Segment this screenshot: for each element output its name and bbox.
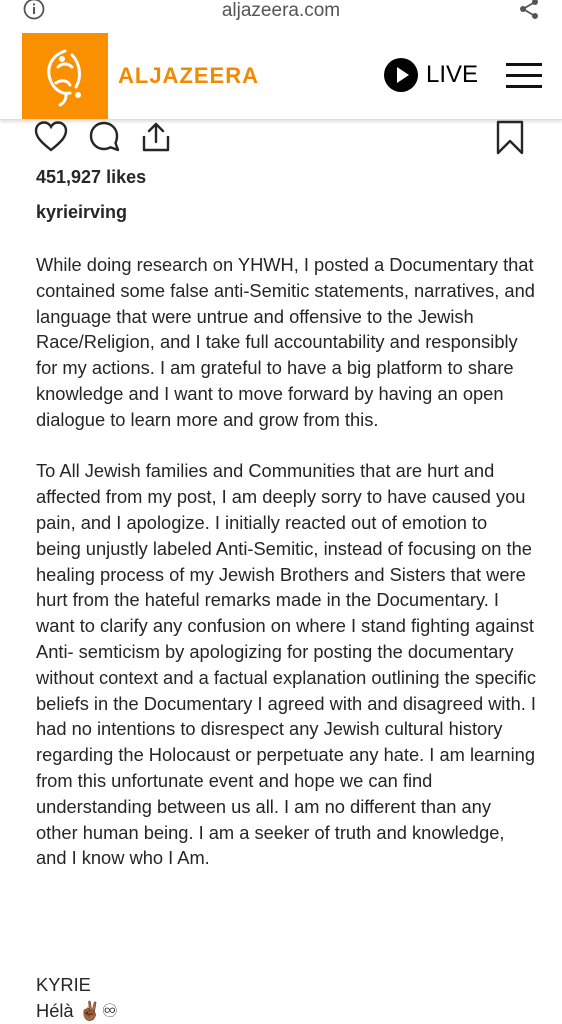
signoff-name: KYRIE xyxy=(36,974,91,995)
username[interactable]: kyrieirving xyxy=(36,202,128,222)
live-button[interactable] xyxy=(384,58,478,92)
browser-url-bar xyxy=(0,0,562,28)
signoff-text: Hélà xyxy=(36,999,74,1021)
hamburger-menu-icon[interactable] xyxy=(506,63,542,89)
url-text[interactable]: aljazeera.com xyxy=(221,0,341,21)
likes-count[interactable]: 451,927 likes xyxy=(36,167,147,187)
caption-paragraph: While doing research on YHWH, I posted a Documentary that contained some false anti-Semitic statements, narratives, and language that were untrue and offensive to the Jewish Race/Religion, and I take full accountability and responsibly for my actions. I am grateful to have a big platform to share knowledge and I want to move forward by having an open dialogue to learn more and grow from this. xyxy=(36,254,535,430)
aljazeera-calligraphy-icon xyxy=(22,33,108,119)
share-icon[interactable] xyxy=(518,0,540,20)
post-actions xyxy=(34,120,534,158)
post-caption xyxy=(36,252,536,897)
bookmark-icon[interactable] xyxy=(495,120,525,156)
heart-icon[interactable] xyxy=(34,120,68,154)
site-header xyxy=(0,30,562,120)
peace-infinity-emoji: ✌🏾♾ xyxy=(78,999,118,1021)
live-label: LIVE xyxy=(426,61,479,88)
share-post-icon[interactable] xyxy=(139,120,173,154)
play-icon xyxy=(384,58,418,92)
caption-paragraph: To All Jewish families and Communities that are hurt and affected from my post, I am deeply sorry to have caused you pain, and I apologize. I initially reacted out of emotion to being unjustly labeled Anti-Semitic, instead of focusing on the healing process of my Jewish Brothers and Sisters that were hurt from the hateful remarks made in the Documentary. I want to clarify any confusion on where I stand fighting against Anti- semticism by apologizing for posting the documentary without context and a factual explanation outlining the specific beliefs in the Documentary I agreed with and disagreed with. I had no intentions to disrespect any Jewish cultural history regarding the Holocaust or perpetuate any hate. I am learning from this unfortunate event and hope we can find understanding between us all. I am no different than any other human being. I am a seeker of truth and knowledge, and I know who I Am. xyxy=(36,460,537,869)
aljazeera-logo[interactable] xyxy=(22,33,108,119)
caption-signoff xyxy=(36,972,118,1024)
brand-name[interactable]: ALJAZEERA xyxy=(118,63,260,88)
comment-icon[interactable] xyxy=(87,120,121,154)
signoff-line xyxy=(36,998,118,1024)
